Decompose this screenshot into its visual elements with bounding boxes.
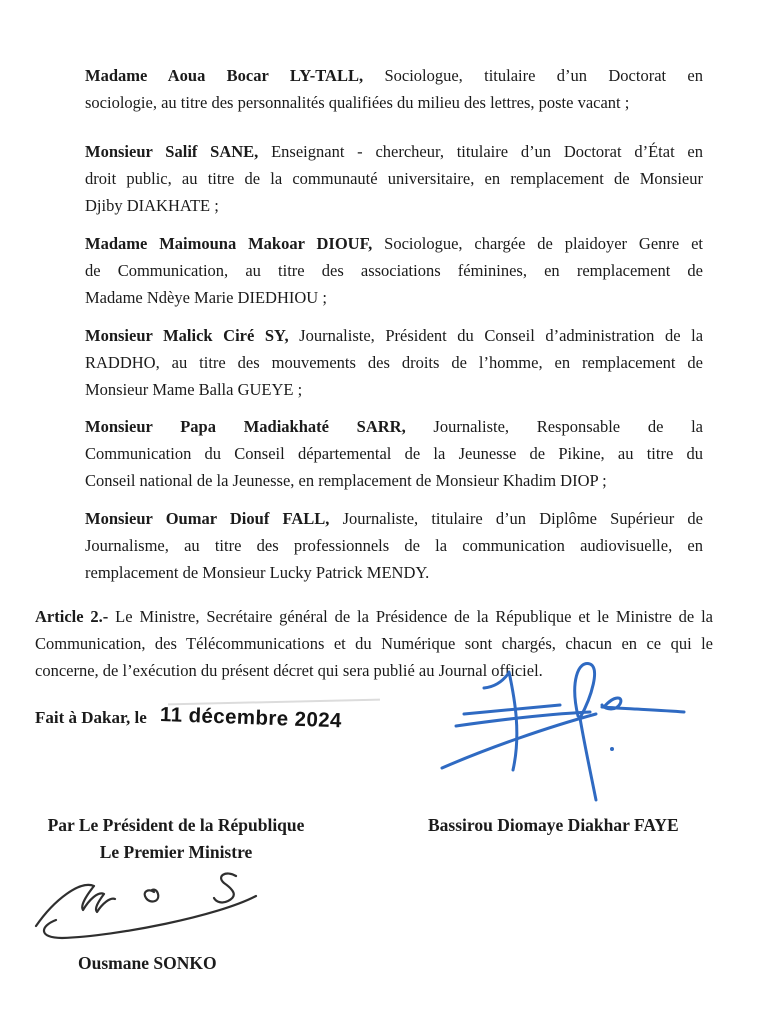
appointee-details: Sociologue, chargée de plaidoyer Genre et [384, 234, 704, 253]
authority-line-2: Le Premier Ministre [99, 842, 253, 862]
article-line: Communication, des Télécommunications et du Numérique sont chargés, chacun en ce qui le [35, 634, 713, 653]
appointee-details: Journaliste, Responsable de la [433, 417, 704, 436]
appointee-name: Monsieur Oumar Diouf FALL, [85, 509, 330, 528]
list-item-sarr [85, 413, 703, 494]
faye-signature-icon [438, 652, 690, 802]
bullet-line [85, 230, 703, 257]
appointee-name: Monsieur Salif SANE, [85, 142, 259, 161]
appointee-name: Madame Aoua Bocar LY-TALL, [85, 66, 364, 85]
appointee-name: Monsieur Papa Madiakhaté SARR, [85, 417, 406, 436]
appointee-name: Madame Maimouna Makoar DIOUF, [85, 234, 373, 253]
list-item-sane [85, 138, 703, 219]
article-2-text: Le Ministre, Secrétaire général de la Présidence de la République et le Ministre de la [115, 607, 714, 626]
bullet-line: Madame Ndèye Marie DIEDHIOU ; [85, 288, 327, 307]
prime-minister-name: Ousmane SONKO [78, 953, 217, 973]
appointee-details: Journaliste, titulaire d’un Diplôme Supérieur de [342, 509, 704, 528]
list-item-ly-tall [85, 62, 703, 116]
dateline-prefix: Fait à Dakar, le [35, 708, 147, 727]
bullet-line [85, 505, 703, 532]
decree-date: 11 décembre 2024 [159, 703, 343, 733]
president-name: Bassirou Diomaye Diakhar FAYE [428, 815, 679, 835]
appointee-details: Sociologue, titulaire d’un Doctorat en [384, 66, 704, 85]
article-line [35, 603, 713, 630]
sonko-signature-icon [28, 856, 278, 948]
bullet-line: Djiby DIAKHATE ; [85, 196, 219, 215]
article-2-label: Article 2.- [35, 607, 109, 626]
list-item-fall [85, 505, 703, 586]
bullet-line: Communication du Conseil départemental de la Jeunesse de Pikine, au titre du [85, 444, 703, 463]
appointee-details: Enseignant - chercheur, titulaire d’un Doctorat d’État en [271, 142, 703, 161]
list-item-sy [85, 322, 703, 403]
appointee-details: Journaliste, Président du Conseil d’administration de la [299, 326, 704, 345]
bullet-line: Journalisme, au titre des professionnels de la communication audiovisuelle, en [85, 536, 703, 555]
bullet-line [85, 413, 703, 440]
bullet-line: Monsieur Mame Balla GUEYE ; [85, 380, 303, 399]
bullet-line [85, 138, 703, 165]
bullet-line: Conseil national de la Jeunesse, en remplacement de Monsieur Khadim DIOP ; [85, 471, 607, 490]
bullet-line [85, 62, 703, 89]
bullet-line: sociologie, au titre des personnalités qualifiées du milieu des lettres, poste vacant ; [85, 93, 630, 112]
bullet-line: RADDHO, au titre des mouvements des droits de l’homme, en remplacement de [85, 353, 703, 372]
article-line: concerne, de l’exécution du présent décret qui sera publié au Journal officiel. [35, 661, 543, 680]
authority-line-1: Par Le Président de la République [47, 815, 305, 835]
bullet-line [85, 322, 703, 349]
bullet-line: droit public, au titre de la communauté universitaire, en remplacement de Monsieur [85, 169, 703, 188]
bullet-line: de Communication, au titre des associations féminines, en remplacement de [85, 261, 703, 280]
appointee-name: Monsieur Malick Ciré SY, [85, 326, 289, 345]
list-item-diouf [85, 230, 703, 311]
bullet-line: remplacement de Monsieur Lucky Patrick MENDY. [85, 563, 430, 582]
